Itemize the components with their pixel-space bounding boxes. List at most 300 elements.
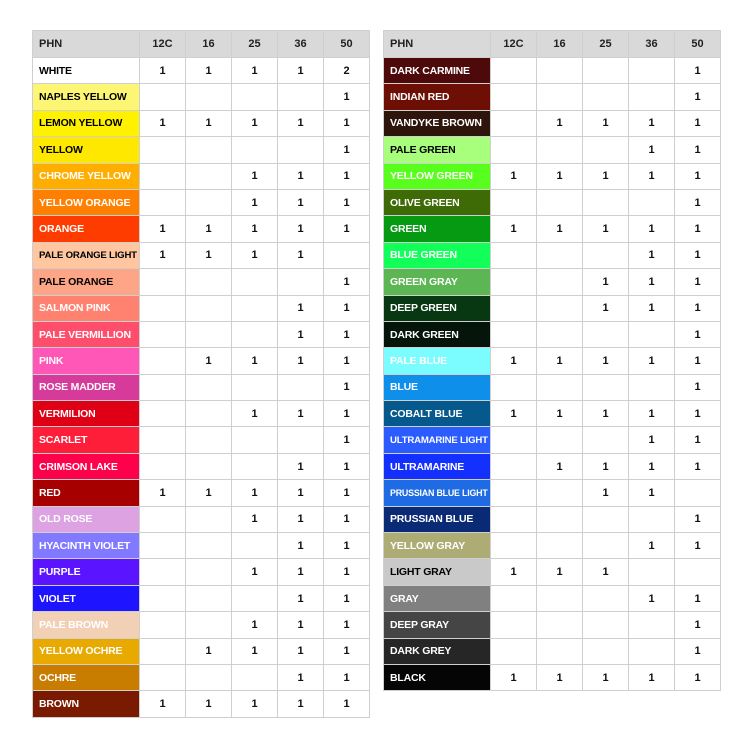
color-row — [384, 58, 721, 84]
count-cell: 1 — [232, 216, 278, 242]
color-name-cell: ULTRAMARINE LIGHT — [384, 427, 491, 453]
color-row — [384, 612, 721, 638]
count-cell: 1 — [324, 216, 370, 242]
count-cell: 1 — [491, 559, 537, 585]
count-cell: 1 — [675, 401, 721, 427]
count-cell — [232, 533, 278, 559]
count-cell: 1 — [629, 664, 675, 690]
count-cell — [491, 242, 537, 268]
color-name-cell: PALE BLUE — [384, 348, 491, 374]
count-cell: 1 — [675, 137, 721, 163]
count-cell: 1 — [537, 348, 583, 374]
count-cell: 1 — [675, 84, 721, 110]
color-name-cell: WHITE — [33, 58, 140, 84]
color-name-cell: LEMON YELLOW — [33, 110, 140, 136]
count-cell — [186, 269, 232, 295]
count-cell: 1 — [675, 321, 721, 347]
count-cell — [491, 84, 537, 110]
count-cell: 1 — [675, 664, 721, 690]
count-cell — [583, 189, 629, 215]
color-row — [33, 506, 370, 532]
color-row — [384, 110, 721, 136]
count-cell — [629, 612, 675, 638]
color-name-cell: ROSE MADDER — [33, 374, 140, 400]
color-row — [384, 321, 721, 347]
count-cell — [629, 638, 675, 664]
color-row — [33, 348, 370, 374]
count-cell — [232, 84, 278, 110]
color-name-cell: DEEP GRAY — [384, 612, 491, 638]
count-cell: 1 — [278, 110, 324, 136]
count-cell: 1 — [675, 533, 721, 559]
color-name-cell: VANDYKE BROWN — [384, 110, 491, 136]
color-name-cell: CRIMSON LAKE — [33, 453, 140, 479]
color-row — [33, 216, 370, 242]
count-cell: 1 — [675, 216, 721, 242]
count-cell — [140, 374, 186, 400]
color-row — [384, 295, 721, 321]
count-cell: 1 — [278, 585, 324, 611]
count-cell: 1 — [232, 559, 278, 585]
header-12c: 12C — [491, 31, 537, 58]
count-cell: 1 — [232, 348, 278, 374]
count-cell: 1 — [324, 110, 370, 136]
count-cell — [537, 269, 583, 295]
count-cell: 1 — [140, 216, 186, 242]
count-cell: 1 — [232, 189, 278, 215]
count-cell: 1 — [675, 638, 721, 664]
color-row — [384, 453, 721, 479]
count-cell: 2 — [324, 58, 370, 84]
count-cell: 1 — [324, 163, 370, 189]
count-cell: 1 — [583, 480, 629, 506]
count-cell: 1 — [629, 401, 675, 427]
count-cell — [583, 374, 629, 400]
count-cell — [232, 269, 278, 295]
count-cell: 1 — [675, 242, 721, 268]
color-row — [384, 84, 721, 110]
count-cell — [186, 533, 232, 559]
count-cell: 1 — [278, 506, 324, 532]
count-cell — [629, 506, 675, 532]
count-cell — [186, 559, 232, 585]
count-cell: 1 — [629, 110, 675, 136]
color-name-cell: DARK GREEN — [384, 321, 491, 347]
count-cell — [232, 664, 278, 690]
color-name-cell: PALE ORANGE LIGHT — [33, 242, 140, 268]
count-cell: 1 — [629, 242, 675, 268]
color-row — [384, 427, 721, 453]
count-cell — [140, 269, 186, 295]
color-row — [384, 189, 721, 215]
count-cell — [186, 295, 232, 321]
color-name-cell: BROWN — [33, 691, 140, 717]
count-cell — [140, 321, 186, 347]
count-cell: 1 — [675, 110, 721, 136]
color-name-cell: PALE BROWN — [33, 612, 140, 638]
count-cell: 1 — [491, 216, 537, 242]
color-name-cell: DARK GREY — [384, 638, 491, 664]
count-cell: 1 — [278, 691, 324, 717]
color-row — [33, 585, 370, 611]
color-name-cell: BLUE — [384, 374, 491, 400]
count-cell — [140, 348, 186, 374]
color-row — [384, 638, 721, 664]
color-name-cell: LIGHT GRAY — [384, 559, 491, 585]
count-cell: 1 — [629, 163, 675, 189]
count-cell: 1 — [278, 189, 324, 215]
count-cell — [491, 58, 537, 84]
count-cell — [491, 295, 537, 321]
count-cell — [583, 321, 629, 347]
count-cell: 1 — [675, 189, 721, 215]
count-cell — [629, 58, 675, 84]
count-cell — [186, 453, 232, 479]
count-cell: 1 — [324, 638, 370, 664]
count-cell — [140, 189, 186, 215]
count-cell: 1 — [491, 401, 537, 427]
count-cell: 1 — [140, 58, 186, 84]
count-cell: 1 — [583, 216, 629, 242]
count-cell — [675, 480, 721, 506]
count-cell — [537, 427, 583, 453]
count-cell: 1 — [186, 110, 232, 136]
color-row — [33, 321, 370, 347]
count-cell — [232, 137, 278, 163]
count-cell — [583, 533, 629, 559]
count-cell — [186, 374, 232, 400]
count-cell — [186, 506, 232, 532]
count-cell — [186, 137, 232, 163]
count-cell: 1 — [186, 216, 232, 242]
count-cell: 1 — [629, 269, 675, 295]
color-name-cell: YELLOW OCHRE — [33, 638, 140, 664]
count-cell: 1 — [675, 612, 721, 638]
color-name-cell: YELLOW — [33, 137, 140, 163]
count-cell: 1 — [491, 348, 537, 374]
color-row — [384, 401, 721, 427]
count-cell: 1 — [537, 401, 583, 427]
count-cell: 1 — [278, 216, 324, 242]
count-cell: 1 — [629, 295, 675, 321]
count-cell: 1 — [140, 480, 186, 506]
color-row — [384, 480, 721, 506]
count-cell: 1 — [324, 691, 370, 717]
count-cell: 1 — [324, 559, 370, 585]
count-cell: 1 — [583, 559, 629, 585]
count-cell — [140, 453, 186, 479]
count-cell — [583, 137, 629, 163]
count-cell: 1 — [278, 348, 324, 374]
count-cell — [232, 321, 278, 347]
count-cell — [537, 585, 583, 611]
count-cell: 1 — [675, 374, 721, 400]
count-cell: 1 — [278, 480, 324, 506]
count-cell — [140, 664, 186, 690]
count-cell — [491, 612, 537, 638]
count-cell — [583, 638, 629, 664]
color-row — [384, 374, 721, 400]
header-25: 25 — [232, 31, 278, 58]
count-cell: 1 — [491, 163, 537, 189]
count-cell: 1 — [278, 638, 324, 664]
header-50: 50 — [324, 31, 370, 58]
count-cell — [186, 84, 232, 110]
color-name-cell: SALMON PINK — [33, 295, 140, 321]
count-cell — [491, 110, 537, 136]
count-cell: 1 — [537, 559, 583, 585]
count-cell — [278, 137, 324, 163]
count-cell — [537, 242, 583, 268]
header-12c: 12C — [140, 31, 186, 58]
count-cell: 1 — [324, 533, 370, 559]
color-row — [384, 348, 721, 374]
color-name-cell: NAPLES YELLOW — [33, 84, 140, 110]
count-cell: 1 — [324, 348, 370, 374]
count-cell — [324, 242, 370, 268]
count-cell: 1 — [278, 163, 324, 189]
header-row — [33, 31, 370, 58]
count-cell — [186, 321, 232, 347]
count-cell: 1 — [324, 321, 370, 347]
count-cell: 1 — [629, 427, 675, 453]
color-row — [384, 506, 721, 532]
color-row — [33, 533, 370, 559]
count-cell — [629, 374, 675, 400]
color-name-cell: GREEN GRAY — [384, 269, 491, 295]
count-cell — [278, 84, 324, 110]
count-cell: 1 — [278, 559, 324, 585]
count-cell — [186, 163, 232, 189]
header-phn: PHN — [384, 31, 491, 58]
count-cell — [186, 401, 232, 427]
color-name-cell: YELLOW ORANGE — [33, 189, 140, 215]
count-cell: 1 — [324, 137, 370, 163]
color-row — [33, 559, 370, 585]
count-cell — [491, 137, 537, 163]
count-cell — [537, 295, 583, 321]
color-row — [33, 84, 370, 110]
color-name-cell: BLACK — [384, 664, 491, 690]
header-25: 25 — [583, 31, 629, 58]
color-row — [33, 189, 370, 215]
count-cell — [583, 242, 629, 268]
count-cell: 1 — [324, 374, 370, 400]
count-cell: 1 — [324, 664, 370, 690]
count-cell — [537, 58, 583, 84]
count-cell: 1 — [324, 453, 370, 479]
count-cell — [186, 585, 232, 611]
count-cell — [537, 480, 583, 506]
count-cell: 1 — [629, 216, 675, 242]
count-cell — [186, 612, 232, 638]
color-name-cell: BLUE GREEN — [384, 242, 491, 268]
count-cell — [537, 137, 583, 163]
count-cell: 1 — [186, 638, 232, 664]
count-cell — [232, 295, 278, 321]
count-cell: 1 — [140, 691, 186, 717]
color-name-cell: PRUSSIAN BLUE LIGHT — [384, 480, 491, 506]
count-cell — [140, 163, 186, 189]
color-name-cell: VERMILION — [33, 401, 140, 427]
count-cell — [140, 612, 186, 638]
color-name-cell: YELLOW GREEN — [384, 163, 491, 189]
color-row — [33, 401, 370, 427]
color-name-cell: PALE GREEN — [384, 137, 491, 163]
count-cell: 1 — [140, 110, 186, 136]
count-cell — [186, 189, 232, 215]
count-cell: 1 — [324, 612, 370, 638]
color-rows-right — [384, 58, 721, 691]
color-rows-left — [33, 58, 370, 718]
count-cell: 1 — [278, 58, 324, 84]
color-row — [33, 453, 370, 479]
count-cell: 1 — [324, 506, 370, 532]
count-cell: 1 — [675, 269, 721, 295]
count-cell: 1 — [232, 638, 278, 664]
count-cell: 1 — [186, 58, 232, 84]
count-cell — [537, 612, 583, 638]
count-cell — [675, 559, 721, 585]
count-cell: 1 — [537, 163, 583, 189]
color-chart-right — [383, 30, 721, 691]
count-cell: 1 — [232, 58, 278, 84]
color-row — [384, 559, 721, 585]
color-name-cell: GREEN — [384, 216, 491, 242]
color-row — [384, 216, 721, 242]
color-name-cell: SCARLET — [33, 427, 140, 453]
count-cell: 1 — [324, 269, 370, 295]
count-cell: 1 — [675, 295, 721, 321]
count-cell — [491, 453, 537, 479]
count-cell: 1 — [324, 84, 370, 110]
color-name-cell: DARK CARMINE — [384, 58, 491, 84]
count-cell — [629, 84, 675, 110]
count-cell: 1 — [140, 242, 186, 268]
count-cell: 1 — [583, 664, 629, 690]
count-cell: 1 — [491, 664, 537, 690]
count-cell — [629, 189, 675, 215]
count-cell — [537, 506, 583, 532]
color-row — [33, 110, 370, 136]
count-cell: 1 — [278, 533, 324, 559]
count-cell — [491, 427, 537, 453]
count-cell — [629, 559, 675, 585]
count-cell — [537, 374, 583, 400]
color-name-cell: INDIAN RED — [384, 84, 491, 110]
color-row — [384, 137, 721, 163]
header-row — [384, 31, 721, 58]
color-name-cell: OLIVE GREEN — [384, 189, 491, 215]
color-name-cell: YELLOW GRAY — [384, 533, 491, 559]
color-name-cell: PALE VERMILLION — [33, 321, 140, 347]
count-cell — [140, 638, 186, 664]
color-name-cell: OLD ROSE — [33, 506, 140, 532]
count-cell — [537, 533, 583, 559]
count-cell — [140, 84, 186, 110]
count-cell: 1 — [324, 189, 370, 215]
count-cell: 1 — [232, 110, 278, 136]
count-cell: 1 — [186, 348, 232, 374]
count-cell: 1 — [629, 453, 675, 479]
color-row — [33, 664, 370, 690]
count-cell: 1 — [675, 348, 721, 374]
count-cell — [140, 137, 186, 163]
count-cell — [491, 189, 537, 215]
count-cell: 1 — [675, 163, 721, 189]
count-cell: 1 — [583, 269, 629, 295]
count-cell: 1 — [232, 242, 278, 268]
count-cell — [232, 585, 278, 611]
count-cell: 1 — [675, 585, 721, 611]
count-cell: 1 — [324, 295, 370, 321]
color-row — [33, 612, 370, 638]
header-36: 36 — [278, 31, 324, 58]
count-cell: 1 — [629, 585, 675, 611]
count-cell — [140, 585, 186, 611]
color-row — [384, 585, 721, 611]
count-cell: 1 — [186, 691, 232, 717]
count-cell — [583, 506, 629, 532]
color-name-cell: RED — [33, 480, 140, 506]
count-cell — [186, 427, 232, 453]
color-chart-left — [32, 30, 370, 718]
color-row — [33, 58, 370, 84]
color-name-cell: PRUSSIAN BLUE — [384, 506, 491, 532]
count-cell: 1 — [537, 453, 583, 479]
count-cell: 1 — [629, 348, 675, 374]
count-cell — [278, 427, 324, 453]
count-cell: 1 — [583, 295, 629, 321]
count-cell — [537, 189, 583, 215]
count-cell: 1 — [537, 216, 583, 242]
color-name-cell: HYACINTH VIOLET — [33, 533, 140, 559]
color-row — [384, 163, 721, 189]
color-row — [33, 691, 370, 717]
count-cell — [583, 84, 629, 110]
header-phn: PHN — [33, 31, 140, 58]
count-cell — [491, 585, 537, 611]
color-row — [33, 163, 370, 189]
color-row — [384, 269, 721, 295]
count-cell — [140, 295, 186, 321]
count-cell — [491, 374, 537, 400]
count-cell: 1 — [629, 533, 675, 559]
count-cell: 1 — [537, 110, 583, 136]
count-cell — [491, 321, 537, 347]
color-row — [33, 638, 370, 664]
count-cell: 1 — [675, 58, 721, 84]
count-cell — [537, 84, 583, 110]
color-name-cell: PALE ORANGE — [33, 269, 140, 295]
count-cell: 1 — [232, 506, 278, 532]
color-name-cell: OCHRE — [33, 664, 140, 690]
header-16: 16 — [186, 31, 232, 58]
count-cell: 1 — [629, 137, 675, 163]
count-cell — [491, 533, 537, 559]
count-cell — [140, 506, 186, 532]
count-cell: 1 — [278, 612, 324, 638]
count-cell — [491, 480, 537, 506]
count-cell — [140, 427, 186, 453]
count-cell: 1 — [537, 664, 583, 690]
count-cell: 1 — [324, 427, 370, 453]
color-row — [33, 374, 370, 400]
count-cell: 1 — [583, 163, 629, 189]
count-cell — [583, 58, 629, 84]
count-cell: 1 — [278, 321, 324, 347]
count-cell — [186, 664, 232, 690]
